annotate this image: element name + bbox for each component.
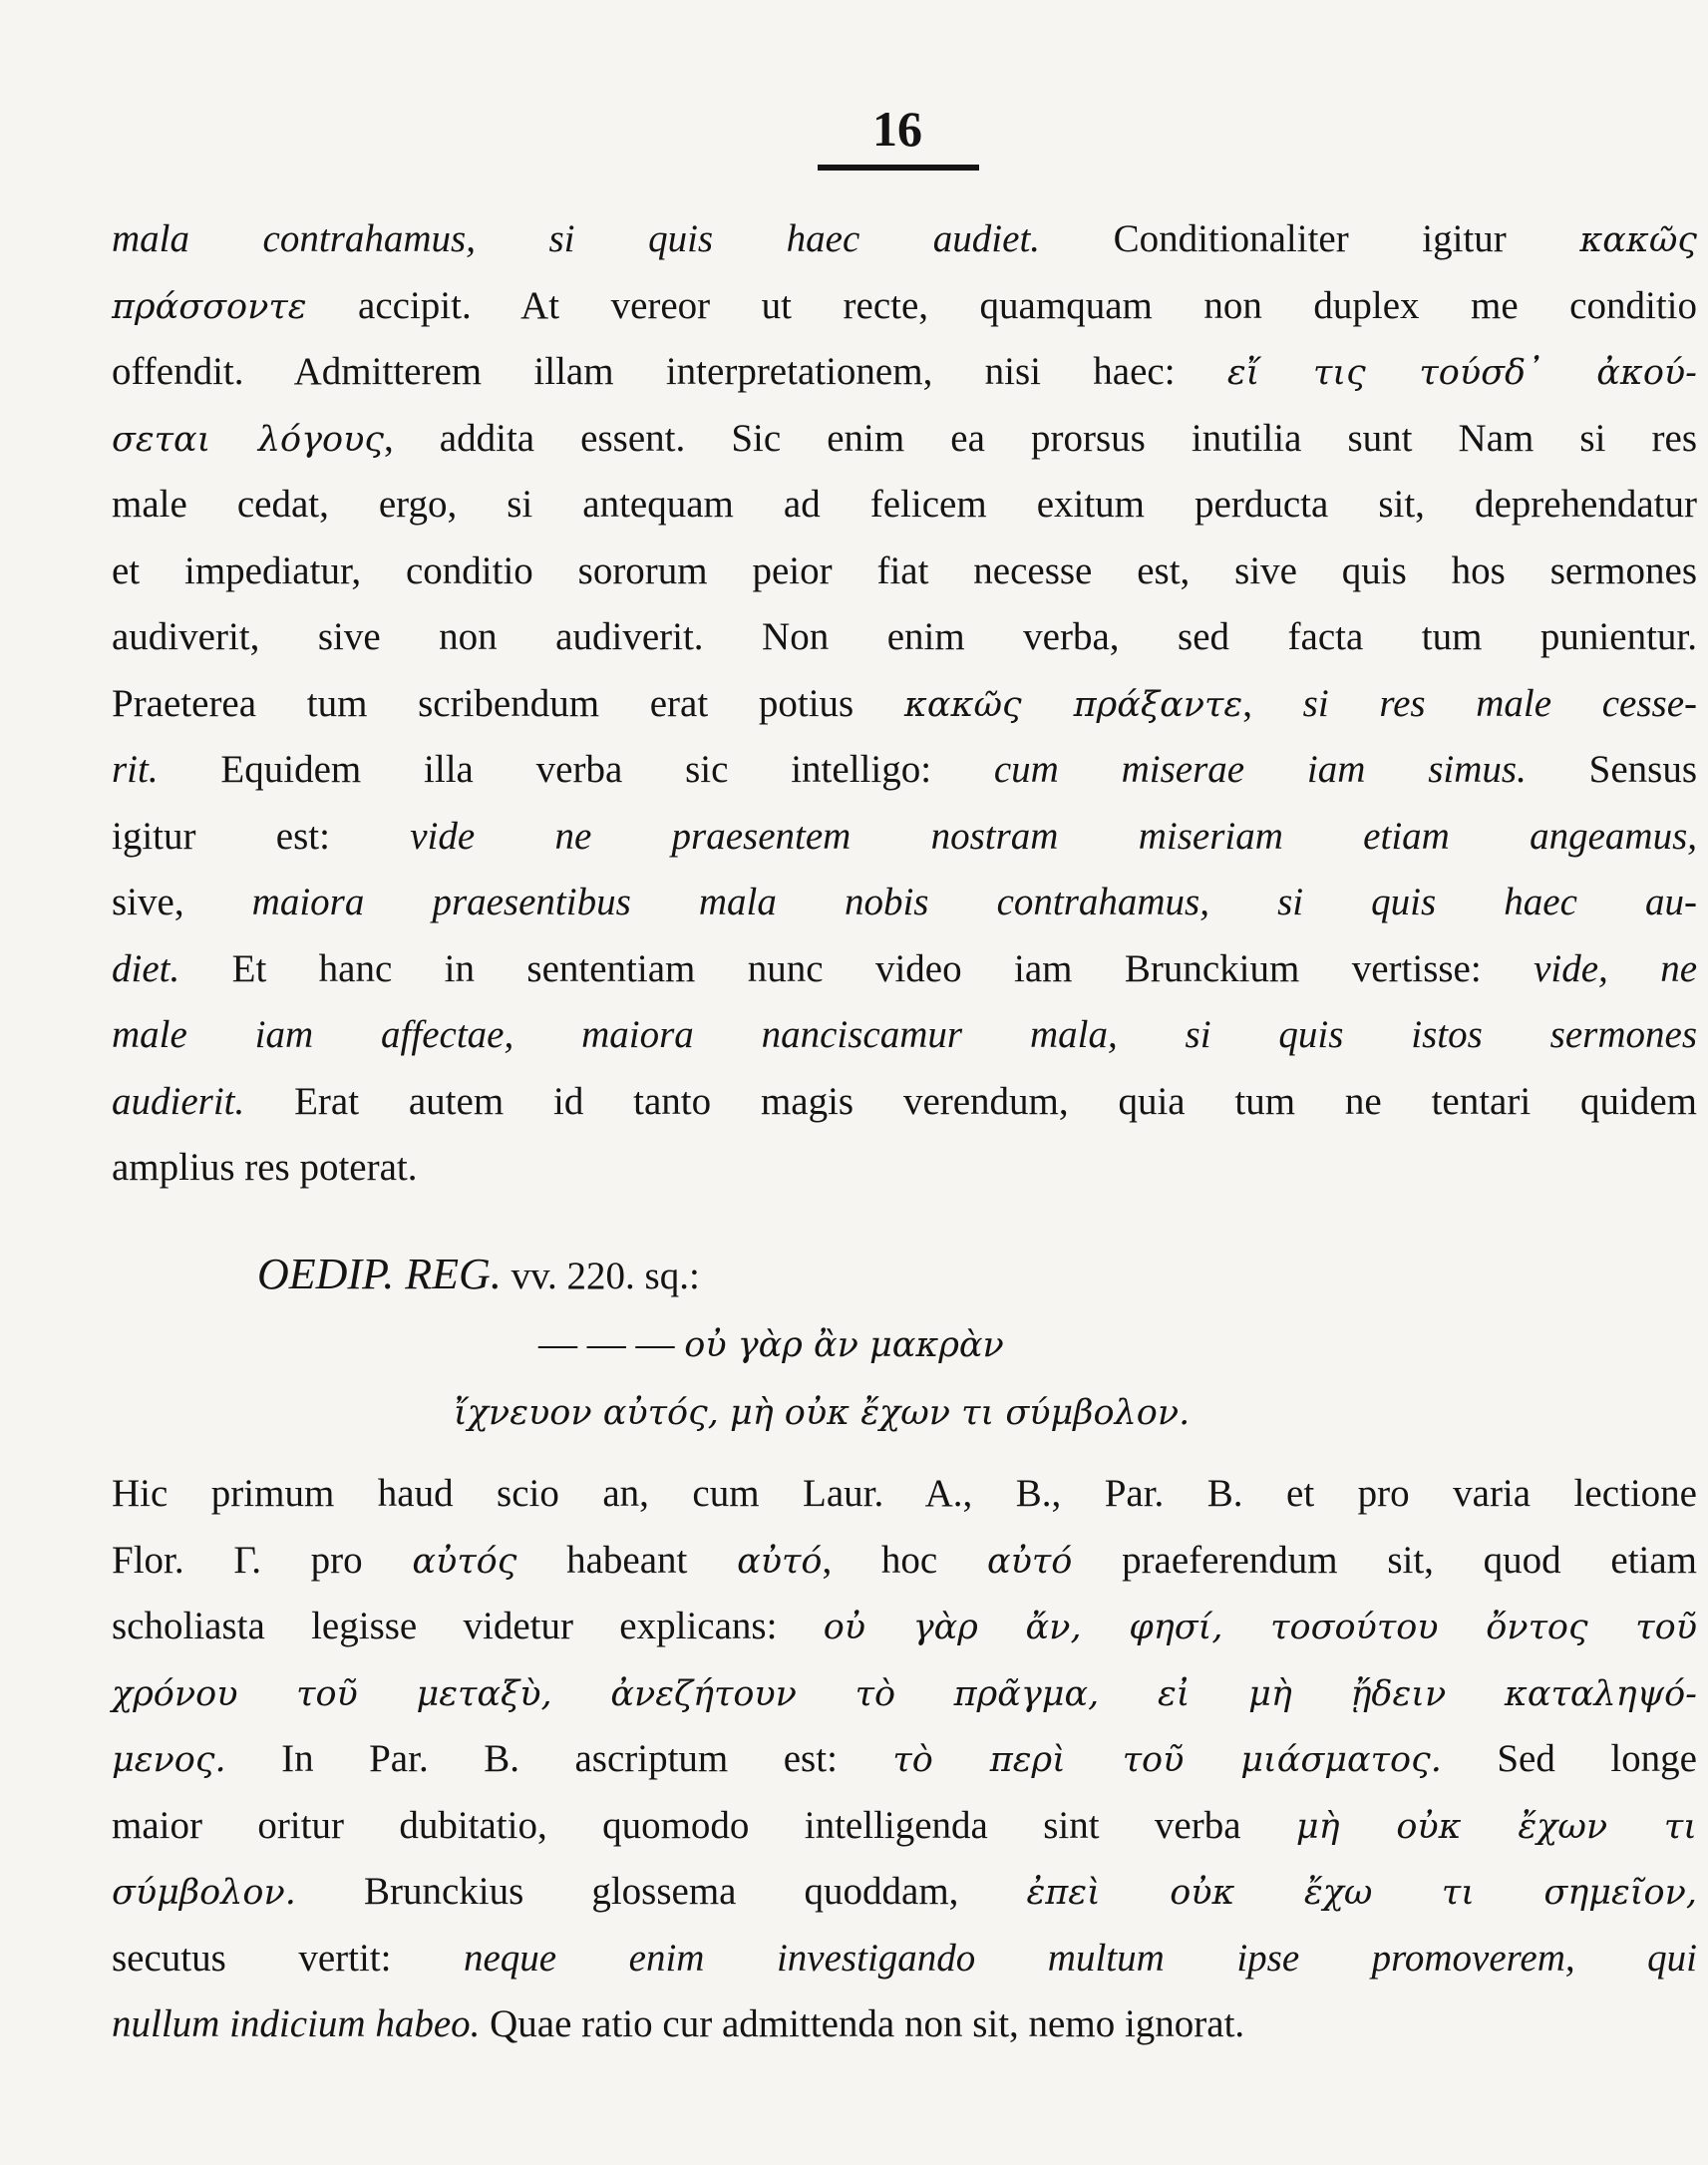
heading-ref: vv. 220. sq.: [501,1255,700,1297]
italic-text: mala contrahamus, si quis haec audiet. [112,217,1114,260]
text-segment: Sed longe [1441,1737,1697,1780]
text-line [112,1531,1697,1591]
verse-line-2 [454,1382,1451,1442]
text-line [112,939,1697,999]
text-line [112,674,1697,734]
text-line [112,1138,1697,1198]
greek-text: οὐ γὰρ ἄν, φησί, τοσούτου ὄντος τοῦ [823,1608,1697,1647]
italic-text: maiora praesentibus mala nobis contrahamus, si quis haec au- [251,881,1697,923]
text-line [112,1729,1697,1789]
page-number-rule [818,165,979,171]
text-line [112,409,1697,469]
text-line [112,1862,1697,1922]
italic-text: male iam affectae, maiora nanciscamur mala, si quis istos sermones [112,1013,1697,1056]
greek-text: αὐτό [986,1541,1073,1582]
text-segment: , hoc [822,1538,987,1582]
text-line [112,1994,1697,2054]
greek-text: αὐτό [737,1541,823,1582]
italic-text: neque enim investigando multum ipse promoverem, qui [464,1936,1697,1980]
text-line [112,1929,1697,1988]
text-line [112,1663,1697,1723]
text-segment: scholiasta legisse videtur explicans: [112,1605,824,1647]
text-line [112,740,1697,800]
greek-text: τὸ περὶ τοῦ μιάσματος. [892,1740,1442,1780]
text-line [112,342,1697,402]
text-segment: offendit. Admitterem illam interpretationem, nisi haec: [112,350,1227,393]
greek-text: κακῶς πράξαντε [903,684,1243,725]
italic-text: vide ne praesentem nostram miseriam etiam angeamus, [410,814,1697,858]
verse-dashes: — — — [538,1322,675,1365]
greek-text: μενος. [112,1740,226,1780]
italic-text: nullum indicium habeo. [112,2002,481,2045]
text-line [112,209,1697,269]
verse-text-2: ἴχνευον αὐτός, μὴ οὐκ ἔχων τι σύμβολον. [454,1393,1191,1433]
text-segment: Et hanc in sententiam nunc video iam Brunckium vertisse: [179,946,1535,990]
italic-text: vide, ne [1534,946,1697,990]
text-segment: accipit. At vereor ut recte, quamquam non duplex me conditio [306,283,1697,327]
greek-text: μὴ οὐκ ἔχων τι [1295,1806,1697,1847]
text-segment: Sensus [1526,748,1697,791]
italic-text: diet. [112,946,180,990]
text-segment: Praeterea tum scribendum erat potius [112,681,904,725]
greek-text: ἐπεὶ οὐκ ἔχω τι σημεῖον, [1026,1873,1697,1913]
text-line [112,1464,1697,1524]
text-line [112,1597,1697,1656]
text-line [112,1072,1697,1132]
text-segment: Equidem illa verba sic intelligo: [158,748,994,791]
text-segment: praeferendum sit, quod etiam [1072,1538,1698,1582]
text-segment: audiverit, sive non audiverit. Non enim verba, sed facta tum punientur. [112,615,1697,658]
verse-text-1: οὐ γὰρ ἂν μακρὰν [684,1325,1004,1365]
greek-text: σύμβολον. [112,1873,296,1913]
greek-text: χρόνου τοῦ μεταξὺ, ἀνεζήτουν τὸ πρᾶγμα, εἰ μὴ ᾔδειν καταληψό- [112,1673,1697,1714]
verse-line-1 [538,1314,1436,1374]
text-segment: Conditionaliter igitur [1113,217,1580,260]
page-number: 16 [872,101,922,157]
text-line [112,607,1697,667]
text-segment: et impediatur, conditio sororum peior fiat necesse est, sive quis hos sermones [112,548,1697,592]
text-segment: Hic primum haud scio an, cum Laur. A., B., Par. B. et pro varia lectione [112,1472,1697,1515]
text-segment: , [1242,681,1303,725]
text-segment: male cedat, ergo, si antequam ad felicem exitum perducta sit, deprehendatur [112,483,1697,526]
text-segment: Erat autem id tanto magis verendum, quia tum ne tentari quidem [244,1079,1697,1123]
text-segment: habeant [516,1538,738,1582]
greek-text: σεται λόγους [112,419,384,460]
greek-text: κακῶς [1579,220,1697,260]
heading-title: OEDIP. REG. [257,1250,502,1298]
text-line [112,1005,1697,1065]
text-segment: Quae ratio cur admittenda non sit, nemo ignorat. [480,2002,1245,2045]
text-segment: secutus vertit: [112,1936,464,1980]
italic-text: audierit. [112,1079,245,1123]
italic-text: cum miserae iam simus. [993,748,1527,791]
greek-text: αὐτός [412,1541,517,1582]
text-line [112,807,1697,867]
text-segment: , addita essent. Sic enim ea prorsus inutilia sunt Nam si res [383,416,1697,460]
text-line [112,873,1697,932]
text-line [112,276,1697,336]
italic-text: si res male cesse- [1302,681,1698,725]
text-segment: igitur est: [112,814,411,858]
greek-text: εἴ τις τούσδ᾽ ἀκού- [1226,353,1697,393]
text-segment: amplius res poterat. [112,1146,418,1189]
text-segment: In Par. B. ascriptum est: [225,1737,893,1780]
text-segment: sive, [112,881,252,923]
greek-text: πράσσοντε [112,286,307,327]
text-line [112,541,1697,601]
text-segment: Brunckius glossema quoddam, [295,1870,1027,1913]
section-heading [257,1245,875,1304]
text-line [112,475,1697,535]
text-segment: Flor. Γ. pro [112,1538,413,1582]
text-line [112,1796,1697,1856]
italic-text: rit. [112,748,159,791]
text-segment: maior oritur dubitatio, quomodo intelligenda sint verba [112,1803,1296,1847]
